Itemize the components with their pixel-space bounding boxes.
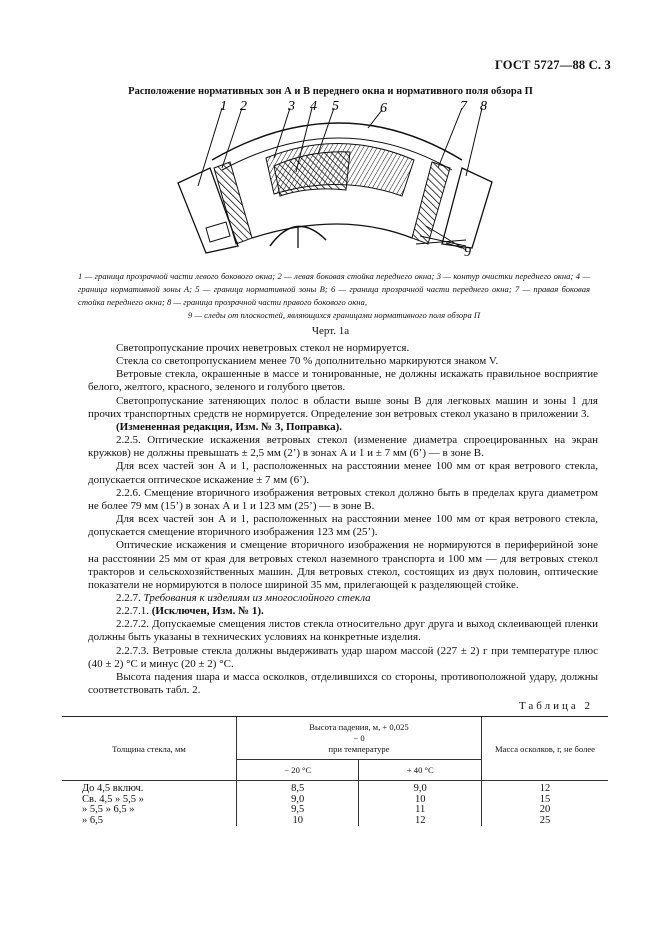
paragraph: Светопропускание прочих неветровых стекол не нормируется. <box>116 342 410 354</box>
label-9: 9 <box>464 245 471 260</box>
label-6: 6 <box>380 101 387 116</box>
section-number: 2.2.7. <box>116 591 141 604</box>
paragraph: Для всех частей зон А и 1, расположенных на расстоянии менее 100 мм от края ветрового стекла, допускается оптическое искажение ± 7 мм (6’). <box>88 460 598 486</box>
table-row: » 6,5 10 12 25 <box>62 816 608 827</box>
label-1: 1 <box>220 99 227 114</box>
label-4: 4 <box>310 99 317 114</box>
right-pillar <box>412 162 450 244</box>
label-3: 3 <box>288 99 295 114</box>
paragraph: 2.2.7.3. Ветровые стекла должны выдерживать удар шаром массой (227 ± 2) г при температуре плюс (40 ± 2) °С и минус (20 ± 2) °С. <box>88 644 598 670</box>
label-5: 5 <box>332 99 339 114</box>
paragraph: Стекла со светопропусканием менее 70 % дополнительно маркируются знаком V. <box>116 355 499 368</box>
col-minus20-header: − 20 °С <box>237 760 359 781</box>
table-label: Таблица 2 <box>518 700 593 712</box>
table-row: Св. 4,5 » 5,5 » 9,0 10 15 <box>62 795 608 806</box>
col-plus40-header: + 40 °С <box>359 760 482 781</box>
paragraph: 2.2.5. Оптические искажения ветровых стекол (изменение диаметра спроецированных на экран кружков) не должны превышать ± 2,5 мм (2’) в зонах А и 1 и ± 7 мм (6’) — в зоне В. <box>88 434 598 460</box>
left-pillar <box>214 162 252 244</box>
label-2: 2 <box>240 99 247 114</box>
clause-number: 2.2.7.1. <box>116 605 149 618</box>
label-8: 8 <box>480 99 487 114</box>
table-row: » 5,5 » 6,5 » 9,5 11 20 <box>62 805 608 816</box>
clause-excluded: (Исключен, Изм. № 1). <box>151 605 264 618</box>
paragraph: Высота падения шара и масса осколков, отделившихся со стороны, противоположной удару, должны соответствовать табл. 2. <box>88 670 598 697</box>
amendment-note: (Измененная редакция, Изм. № 3, Поправка). <box>116 420 342 433</box>
col-mass-header: Масса осколков, г, не более <box>482 717 609 781</box>
section-heading <box>88 592 598 605</box>
paragraph <box>88 605 598 618</box>
body-text <box>88 342 598 697</box>
page-header: ГОСТ 5727—88 С. 3 <box>494 58 611 72</box>
figure-caption <box>78 270 590 322</box>
paragraph: Для всех частей зон А и 1, расположенных на расстоянии менее 100 мм от края ветрового стекла, допускается смещение вторичного изображения 123 мм (25’). <box>88 513 598 539</box>
figure-title: Расположение нормативных зон А и В переднего окна и нормативного поля обзора П <box>128 86 533 97</box>
paragraph: 2.2.7.2. Допускаемые смещения листов стекла относительно друг друга и выход склеивающей пленки должны быть указаны в технических условиях на конкретные изделия. <box>88 618 598 644</box>
table-2 <box>62 716 608 826</box>
paragraph: 2.2.6. Смещение вторичного изображения ветровых стекол должно быть в пределах круга диаметром не более 79 мм (15’) в зонах А и 1 и 123 мм (25’) — в зоне В. <box>88 486 598 512</box>
table-row: До 4,5 включ. 8,5 9,0 12 <box>62 781 608 795</box>
section-title: Требования к изделиям из многослойного стекла <box>143 591 371 604</box>
caption-main: 1 — граница прозрачной части левого бокового окна; 2 — левая боковая стойка переднего окна; 3 — контур очистки переднего окна; 4 — граница нормативной зоны А; 5 — граница нормативной зоны В; 6 — граница прозрачной части переднего окна; 7 — правая боковая стойка переднего окна; 8 — граница прозрачной части правого бокового окна, <box>78 271 590 307</box>
right-side-window <box>442 168 492 248</box>
col-height-header: Высота падения, м, + 0,025 − 0 при температуре <box>237 717 482 760</box>
windshield-diagram <box>170 98 510 266</box>
label-7: 7 <box>460 99 467 114</box>
paragraph: Оптические искажения и смещение вторичного изображения не нормируются в периферийной зоне на расстоянии 25 мм от края для ветровых стекол наземного транспорта и 100 мм — для ветровых стекол тракторов и сельскохозяйственных машин. Для ветровых стекол, состоящих из двух половин, оптические показатели не нормируются в полосе шириной 35 мм, прилегающей к разделяющей стойке. <box>88 539 598 591</box>
paragraph: Ветровые стекла, окрашенные в массе и тонированные, не должны искажать правильное восприятие белого, желтого, красного, зеленого и голубого цветов. <box>88 368 598 394</box>
col-thickness-header: Толщина стекла, мм <box>62 717 237 781</box>
figure-number: Черт. 1а <box>311 325 350 337</box>
caption-last: 9 — следы от плоскостей, являющихся границами нормативного поля обзора П <box>187 310 481 320</box>
paragraph: Светопропускание затеняющих полос в области выше зоны В для легковых машин и зоны 1 для прочих транспортных средств не нормируется. Определение зон ветровых стекол указано в приложении 3. <box>88 394 598 420</box>
